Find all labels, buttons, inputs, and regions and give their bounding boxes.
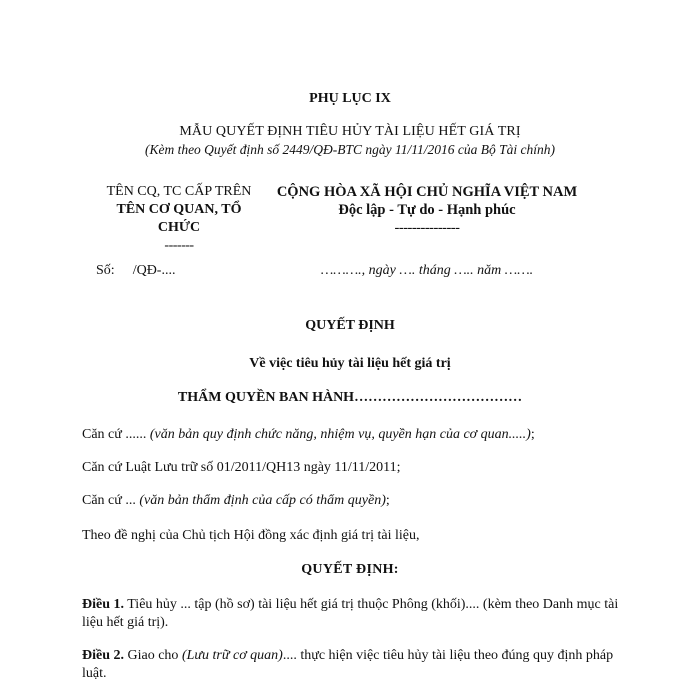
form-title: MẪU QUYẾT ĐỊNH TIÊU HỦY TÀI LIỆU HẾT GIÁ TRỊ xyxy=(179,124,521,139)
date-line: ………., ngày …. tháng ….. năm ……. xyxy=(320,263,534,278)
article-1-label: Điều 1. xyxy=(82,597,124,612)
legal-basis-1 xyxy=(82,426,622,444)
document-number-value: /QĐ-.... xyxy=(132,263,176,278)
document-number-label: Số: xyxy=(96,263,115,278)
document-number xyxy=(96,263,175,279)
form-subtitle: (Kèm theo Quyết định số 2449/QĐ-BTC ngày 11/11/2016 của Bộ Tài chính) xyxy=(144,142,556,157)
article-2-text-b: .... thực hiện việc tiêu hủy tài liệu theo đúng quy định pháp luật. xyxy=(82,648,614,681)
decision-title: QUYẾT ĐỊNH xyxy=(305,318,395,333)
article-2-text-a: Giao cho xyxy=(124,648,182,663)
article-2-label: Điều 2. xyxy=(82,648,124,663)
agency-name-line2: CHỨC xyxy=(157,220,201,235)
national-motto: Độc lập - Tự do - Hạnh phúc xyxy=(338,202,516,218)
decision-subject: Về việc tiêu hủy tài liệu hết giá trị xyxy=(249,356,451,371)
decide-heading: QUYẾT ĐỊNH: xyxy=(301,562,399,577)
issuing-agency-header xyxy=(84,183,274,255)
agency-underline: ------- xyxy=(164,238,194,253)
article-2-archive-unit: (Lưu trữ cơ quan) xyxy=(181,648,283,663)
legal-basis-3-suffix: ; xyxy=(385,493,390,508)
appendix-title: PHỤ LỤC IX xyxy=(309,91,391,106)
article-2 xyxy=(82,647,622,683)
country-name: CỘNG HÒA XÃ HỘI CHỦ NGHĨA VIỆT NAM xyxy=(276,184,578,200)
legal-basis-3-note: (văn bản thẩm định của cấp có thẩm quyền) xyxy=(139,493,386,508)
legal-basis-1-note: (văn bản quy định chức năng, nhiệm vụ, quyền hạn của cơ quan.....) xyxy=(149,427,531,442)
agency-name-line1: TÊN CƠ QUAN, TỔ xyxy=(116,202,242,217)
article-1-text: Tiêu hủy ... tập (hồ sơ) tài liệu hết giá trị thuộc Phông (khối).... (kèm theo Danh mục tài liệu hết giá trị). xyxy=(82,597,619,630)
proposal-line: Theo đề nghị của Chủ tịch Hội đồng xác định giá trị tài liệu, xyxy=(82,528,420,543)
legal-basis-3 xyxy=(82,492,622,510)
article-1 xyxy=(82,596,622,632)
issuing-authority: THẨM QUYỀN BAN HÀNH……………………………… xyxy=(177,390,523,405)
parent-agency-name: TÊN CQ, TC CẤP TRÊN xyxy=(106,184,252,199)
legal-basis-1-suffix: ; xyxy=(530,427,535,442)
motto-underline: --------------- xyxy=(394,220,460,236)
national-motto-header xyxy=(262,183,592,237)
legal-basis-2: Căn cứ Luật Lưu trữ số 01/2011/QH13 ngày 11/11/2011; xyxy=(82,460,401,475)
legal-basis-1-prefix: Căn cứ ...... xyxy=(82,427,150,442)
legal-basis-3-prefix: Căn cứ ... xyxy=(82,493,140,508)
